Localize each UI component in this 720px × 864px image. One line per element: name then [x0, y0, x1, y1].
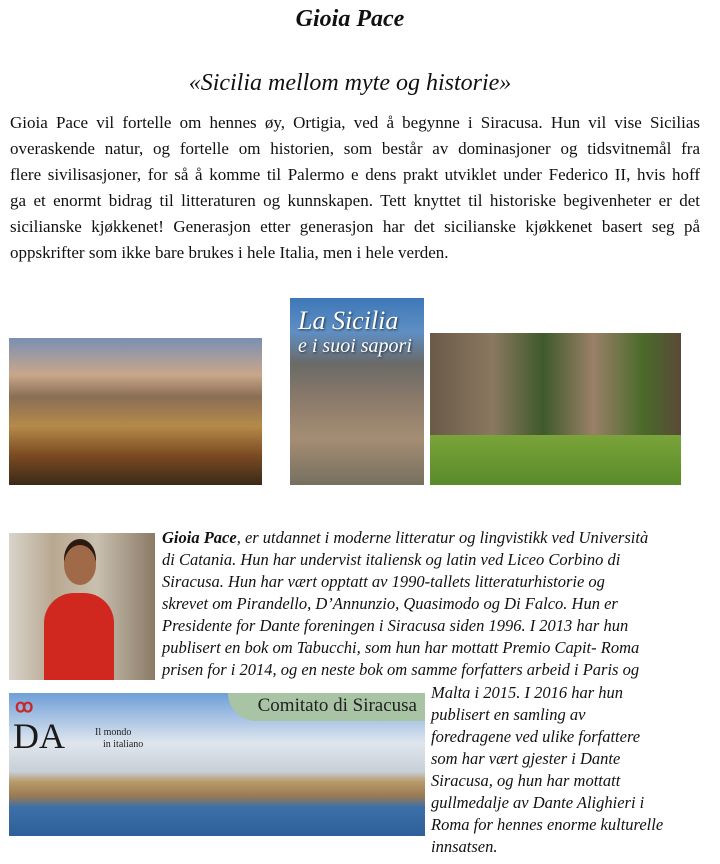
bio-line: foredragene ved ulike forfattere [431, 727, 641, 746]
bio-text: , er utdannet i moderne litteratur og lingvistikk ved Università [236, 528, 649, 547]
intro-line: overaskende natur, og fortelle om historien, som består av dominasjoner og tidsvitnemål fra [10, 139, 700, 158]
siracusa-banner [9, 693, 425, 836]
bio-line: Malta i 2015. I 2016 har hun [431, 683, 624, 702]
intro-line: Gioia Pace vil fortelle om hennes øy, Ortigia, ved å begynne i Siracusa. Hun vil vise Sicilias [10, 113, 700, 132]
water [430, 435, 681, 485]
bio-line: Presidente for Dante foreningen i Siracusa siden 1996. I 2013 har hun [162, 616, 629, 635]
portrait-photo [9, 533, 155, 680]
taormina-photo [9, 338, 262, 485]
bio-line: Roma for hennes enorme kulturelle [431, 815, 664, 834]
bio-first-line [162, 528, 648, 548]
banner-label: Comitato di Siracusa [228, 693, 425, 721]
bio-line: publisert en bok om Tabucchi, som hun har mottatt Premio Capit- Roma [162, 638, 640, 657]
gorge-photo [430, 333, 681, 485]
bio-name: Gioia Pace [162, 528, 237, 547]
bio-line: di Catania. Hun har undervist italiensk og latin ved Liceo Corbino di [162, 550, 621, 569]
bio-line: prisen for i 2014, og en neste bok om samme forfatters arbeid i Paris og [162, 660, 640, 679]
bio-line: gullmedalje av Dante Alighieri i [431, 793, 645, 812]
intro-line: ga et enormt bidrag til litteraturen og kunnskapen. Tett knyttet til historiske begivenheter er det [10, 191, 700, 210]
document-subtitle: «Sicilia mellom myte og historie» [188, 70, 512, 96]
portrait-dress [44, 593, 114, 680]
book-title-line: e i suoi sapori [298, 335, 412, 357]
logo-text: DA [13, 716, 65, 756]
book-cover-image [290, 298, 424, 485]
intro-line: sicilianske kjøkkenet! Generasjon etter generasjon har det sicilianske kjøkkenet basert seg på [10, 217, 700, 236]
bio-line: Siracusa, og hun har mottatt [431, 771, 621, 790]
bio-line: Siracusa. Hun har vært opptatt av 1990-tallets litteraturhistorie og [162, 572, 605, 591]
logo-tagline [95, 727, 143, 751]
intro-line: flere sivilisasjoner, for så å komme til Palermo e dens prakt utviklet under Federico II, hvis hoff [10, 165, 700, 184]
tag-line: in italiano [103, 739, 144, 750]
bio-line: som har vært gjester i Dante [431, 749, 621, 768]
book-cover-title [298, 308, 412, 358]
bio-line: skrevet om Pirandello, D’Annunzio, Quasimodo og Di Falco. Hun er [162, 594, 618, 613]
book-title-line: La Sicilia [298, 306, 399, 335]
bio-line: innsatsen. [431, 837, 498, 856]
dante-logo [13, 695, 153, 759]
document-title: Gioia Pace [295, 6, 405, 32]
intro-line: oppskrifter som ikke bare brukes i hele Italia, men i hele verden. [10, 243, 449, 262]
bio-line: publisert en samling av [431, 705, 586, 724]
logo-mark-icon: ꝏ [15, 696, 34, 716]
tag-line: Il mondo [95, 727, 132, 738]
portrait-head [64, 545, 96, 585]
